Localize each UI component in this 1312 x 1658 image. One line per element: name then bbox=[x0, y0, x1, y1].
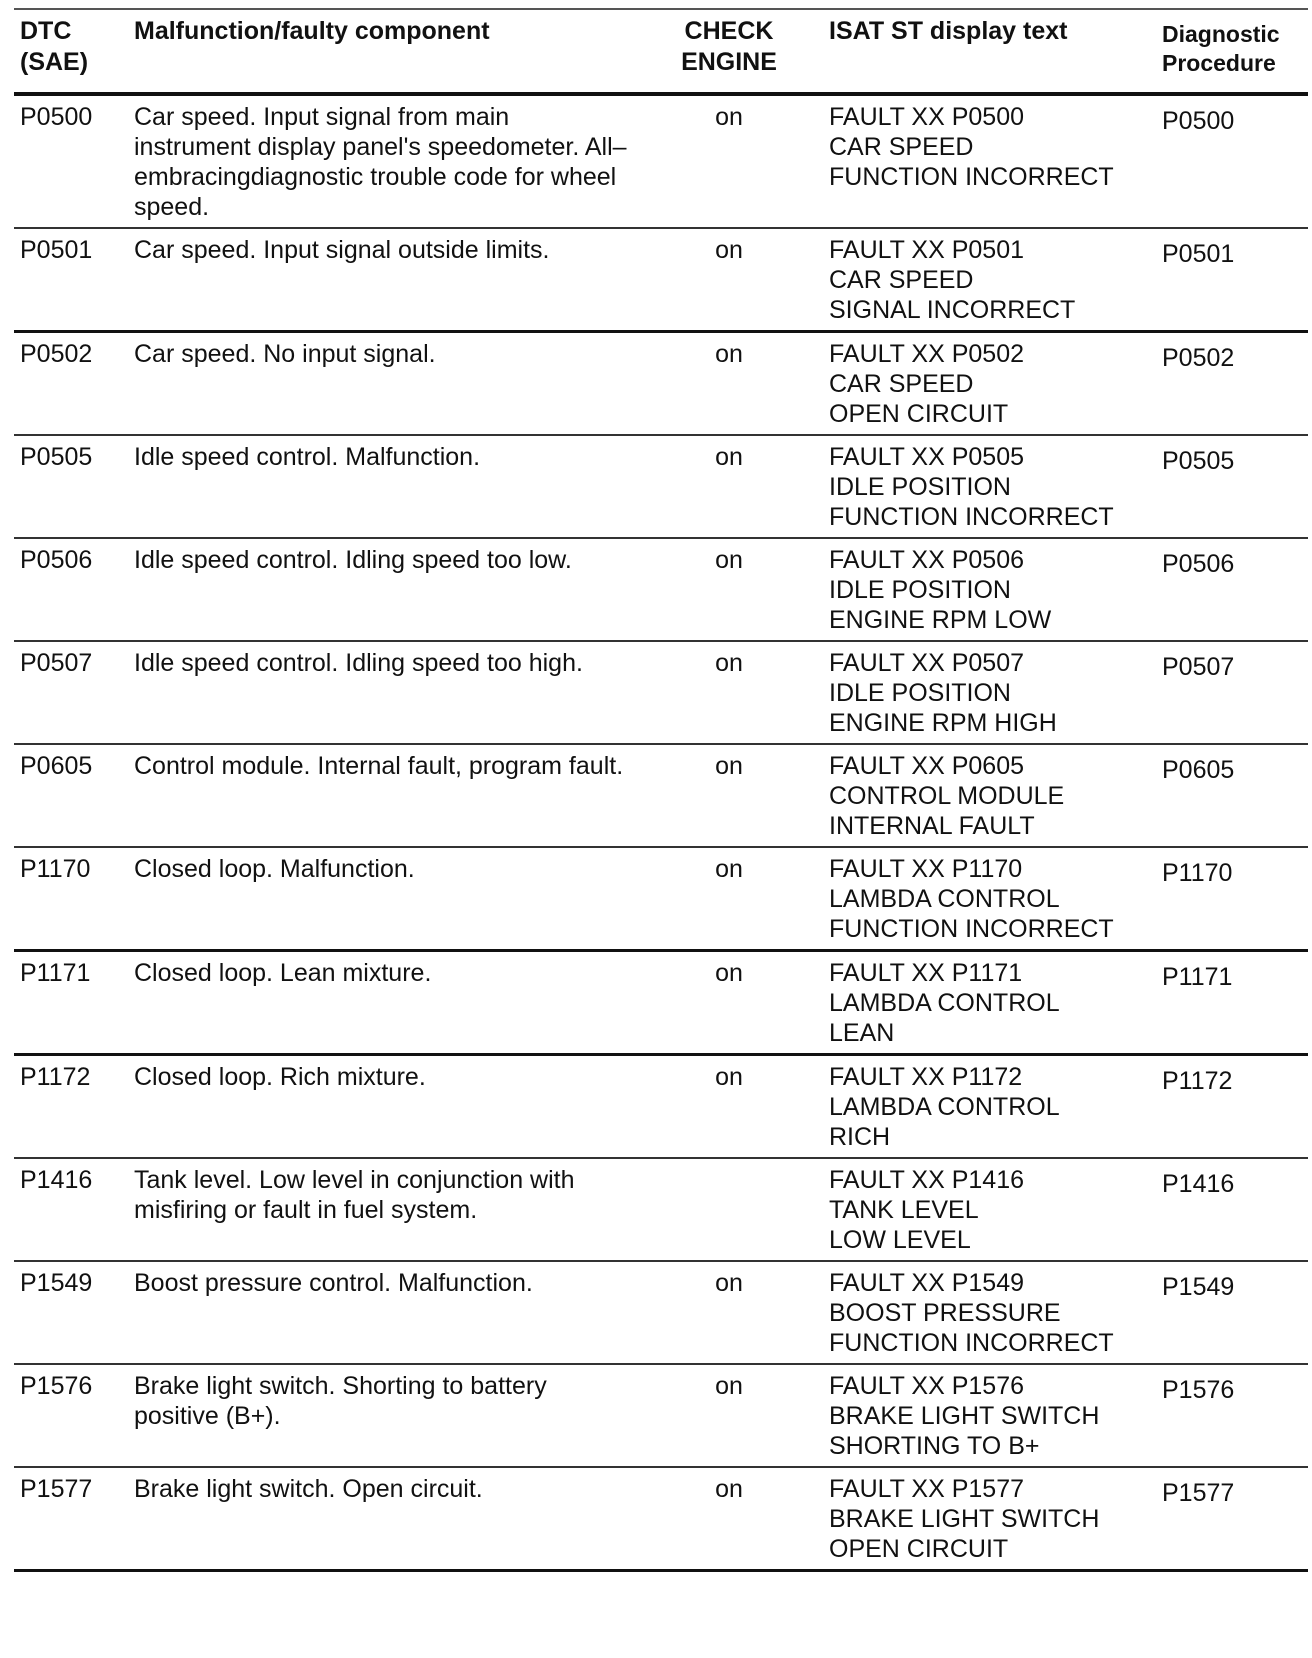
table-row bbox=[14, 1364, 1308, 1467]
description-cell: Idle speed control. Malfunction. bbox=[128, 435, 635, 538]
isat-line-2: BRAKE LIGHT SWITCH bbox=[829, 1402, 1100, 1430]
header-diagnostic-procedure bbox=[1156, 9, 1308, 94]
dtc-code-cell: P0605 bbox=[14, 744, 128, 847]
isat-line-1: FAULT XX P1171 bbox=[829, 959, 1023, 987]
dtc-code-cell: P1170 bbox=[14, 847, 128, 951]
isat-line-1: FAULT XX P1549 bbox=[829, 1269, 1025, 1297]
isat-line-1: FAULT XX P0501 bbox=[829, 236, 1025, 264]
header-check-engine-line-2: ENGINE bbox=[681, 48, 777, 76]
check-engine-cell: on bbox=[635, 228, 823, 332]
check-engine-cell bbox=[635, 1158, 823, 1261]
check-engine-cell: on bbox=[635, 1261, 823, 1364]
table-header bbox=[14, 9, 1308, 94]
dtc-code-cell: P1416 bbox=[14, 1158, 128, 1261]
isat-display-cell bbox=[823, 435, 1156, 538]
check-engine-cell: on bbox=[635, 94, 823, 228]
table-row bbox=[14, 1261, 1308, 1364]
table-row bbox=[14, 951, 1308, 1055]
procedure-cell: P0501 bbox=[1156, 228, 1308, 332]
isat-line-2: IDLE POSITION bbox=[829, 576, 1011, 604]
check-engine-cell: on bbox=[635, 538, 823, 641]
procedure-cell: P1416 bbox=[1156, 1158, 1308, 1261]
dtc-code-cell: P0505 bbox=[14, 435, 128, 538]
isat-line-2: CAR SPEED bbox=[829, 133, 974, 161]
isat-line-3: OPEN CIRCUIT bbox=[829, 400, 1009, 428]
isat-line-3: FUNCTION INCORRECT bbox=[829, 163, 1114, 191]
procedure-cell: P1171 bbox=[1156, 951, 1308, 1055]
check-engine-cell: on bbox=[635, 847, 823, 951]
procedure-cell: P0605 bbox=[1156, 744, 1308, 847]
isat-line-1: FAULT XX P0507 bbox=[829, 649, 1025, 677]
check-engine-cell: on bbox=[635, 951, 823, 1055]
isat-line-1: FAULT XX P0605 bbox=[829, 752, 1025, 780]
description-cell: Car speed. Input signal outside limits. bbox=[128, 228, 635, 332]
header-procedure-line-1: Diagnostic bbox=[1162, 21, 1280, 47]
isat-line-2: CAR SPEED bbox=[829, 266, 974, 294]
isat-display-cell bbox=[823, 332, 1156, 436]
table-row bbox=[14, 94, 1308, 228]
description-cell: Brake light switch. Open circuit. bbox=[128, 1467, 635, 1571]
description-cell: Closed loop. Rich mixture. bbox=[128, 1055, 635, 1159]
dtc-code-cell: P1549 bbox=[14, 1261, 128, 1364]
isat-line-1: FAULT XX P0502 bbox=[829, 340, 1025, 368]
check-engine-cell: on bbox=[635, 641, 823, 744]
isat-line-2: LAMBDA CONTROL bbox=[829, 885, 1060, 913]
table-row bbox=[14, 228, 1308, 332]
description-cell: Car speed. No input signal. bbox=[128, 332, 635, 436]
isat-display-cell bbox=[823, 94, 1156, 228]
isat-line-3: RICH bbox=[829, 1123, 891, 1151]
header-dtc-line-2: (SAE) bbox=[20, 48, 89, 76]
isat-line-2: LAMBDA CONTROL bbox=[829, 1093, 1060, 1121]
table-row bbox=[14, 435, 1308, 538]
table-row bbox=[14, 1055, 1308, 1159]
isat-display-cell bbox=[823, 1158, 1156, 1261]
description-cell: Idle speed control. Idling speed too high. bbox=[128, 641, 635, 744]
isat-display-cell bbox=[823, 744, 1156, 847]
header-check-engine bbox=[635, 9, 823, 94]
procedure-cell: P1576 bbox=[1156, 1364, 1308, 1467]
isat-line-3: FUNCTION INCORRECT bbox=[829, 503, 1114, 531]
isat-line-2: IDLE POSITION bbox=[829, 679, 1011, 707]
isat-line-2: CONTROL MODULE bbox=[829, 782, 1065, 810]
isat-display-cell bbox=[823, 641, 1156, 744]
check-engine-cell: on bbox=[635, 744, 823, 847]
isat-display-cell bbox=[823, 951, 1156, 1055]
isat-line-3: ENGINE RPM HIGH bbox=[829, 709, 1057, 737]
header-description: Malfunction/faulty component bbox=[128, 9, 635, 94]
isat-display-cell bbox=[823, 538, 1156, 641]
dtc-code-cell: P0501 bbox=[14, 228, 128, 332]
header-dtc-line-1: DTC bbox=[20, 17, 72, 45]
isat-line-1: FAULT XX P1576 bbox=[829, 1372, 1025, 1400]
isat-line-1: FAULT XX P0506 bbox=[829, 546, 1025, 574]
isat-display-cell bbox=[823, 1467, 1156, 1571]
isat-line-1: FAULT XX P1577 bbox=[829, 1475, 1025, 1503]
header-procedure-line-2: Procedure bbox=[1162, 50, 1276, 76]
procedure-cell: P0506 bbox=[1156, 538, 1308, 641]
table-row bbox=[14, 1158, 1308, 1261]
description-cell: Car speed. Input signal from main instrument display panel's speedometer. All–embracingdiagnostic trouble code for wheel speed. bbox=[128, 94, 635, 228]
isat-line-2: CAR SPEED bbox=[829, 370, 974, 398]
isat-line-3: FUNCTION INCORRECT bbox=[829, 915, 1114, 943]
header-check-engine-line-1: CHECK bbox=[684, 17, 774, 45]
procedure-cell: P1170 bbox=[1156, 847, 1308, 951]
isat-line-1: FAULT XX P1170 bbox=[829, 855, 1023, 883]
isat-line-3: FUNCTION INCORRECT bbox=[829, 1329, 1114, 1357]
check-engine-cell: on bbox=[635, 435, 823, 538]
isat-line-1: FAULT XX P1172 bbox=[829, 1063, 1023, 1091]
procedure-cell: P0500 bbox=[1156, 94, 1308, 228]
isat-line-3: OPEN CIRCUIT bbox=[829, 1535, 1009, 1563]
description-cell: Brake light switch. Shorting to battery positive (B+). bbox=[128, 1364, 635, 1467]
isat-line-1: FAULT XX P0500 bbox=[829, 103, 1025, 131]
isat-display-cell bbox=[823, 847, 1156, 951]
dtc-code-cell: P0506 bbox=[14, 538, 128, 641]
description-cell: Control module. Internal fault, program fault. bbox=[128, 744, 635, 847]
isat-line-3: SIGNAL INCORRECT bbox=[829, 296, 1076, 324]
table-row bbox=[14, 332, 1308, 436]
isat-line-3: SHORTING TO B+ bbox=[829, 1432, 1040, 1460]
procedure-cell: P1172 bbox=[1156, 1055, 1308, 1159]
procedure-cell: P0507 bbox=[1156, 641, 1308, 744]
isat-line-2: BRAKE LIGHT SWITCH bbox=[829, 1505, 1100, 1533]
isat-line-2: BOOST PRESSURE bbox=[829, 1299, 1061, 1327]
isat-line-3: LEAN bbox=[829, 1019, 895, 1047]
table-body bbox=[14, 94, 1308, 1571]
isat-display-cell bbox=[823, 1364, 1156, 1467]
description-cell: Boost pressure control. Malfunction. bbox=[128, 1261, 635, 1364]
table-row bbox=[14, 538, 1308, 641]
isat-line-3: INTERNAL FAULT bbox=[829, 812, 1035, 840]
header-dtc bbox=[14, 9, 128, 94]
procedure-cell: P1577 bbox=[1156, 1467, 1308, 1571]
dtc-code-cell: P1577 bbox=[14, 1467, 128, 1571]
header-row bbox=[14, 9, 1308, 94]
dtc-code-cell: P0507 bbox=[14, 641, 128, 744]
isat-display-cell bbox=[823, 1261, 1156, 1364]
dtc-table bbox=[14, 8, 1308, 1572]
procedure-cell: P1549 bbox=[1156, 1261, 1308, 1364]
description-cell: Closed loop. Malfunction. bbox=[128, 847, 635, 951]
isat-line-1: FAULT XX P1416 bbox=[829, 1166, 1025, 1194]
dtc-code-cell: P1576 bbox=[14, 1364, 128, 1467]
table-row bbox=[14, 641, 1308, 744]
procedure-cell: P0505 bbox=[1156, 435, 1308, 538]
isat-line-3: ENGINE RPM LOW bbox=[829, 606, 1052, 634]
check-engine-cell: on bbox=[635, 332, 823, 436]
check-engine-cell: on bbox=[635, 1467, 823, 1571]
check-engine-cell: on bbox=[635, 1055, 823, 1159]
dtc-document-page bbox=[14, 8, 1308, 1572]
isat-line-2: TANK LEVEL bbox=[829, 1196, 979, 1224]
description-cell: Closed loop. Lean mixture. bbox=[128, 951, 635, 1055]
procedure-cell: P0502 bbox=[1156, 332, 1308, 436]
isat-line-2: IDLE POSITION bbox=[829, 473, 1011, 501]
table-row bbox=[14, 1467, 1308, 1571]
description-cell: Tank level. Low level in conjunction with misfiring or fault in fuel system. bbox=[128, 1158, 635, 1261]
dtc-code-cell: P0502 bbox=[14, 332, 128, 436]
table-row bbox=[14, 847, 1308, 951]
table-row bbox=[14, 744, 1308, 847]
check-engine-cell: on bbox=[635, 1364, 823, 1467]
isat-line-3: LOW LEVEL bbox=[829, 1226, 971, 1254]
description-cell: Idle speed control. Idling speed too low. bbox=[128, 538, 635, 641]
dtc-code-cell: P1171 bbox=[14, 951, 128, 1055]
header-isat-display-text: ISAT ST display text bbox=[823, 9, 1156, 94]
isat-display-cell bbox=[823, 228, 1156, 332]
isat-line-2: LAMBDA CONTROL bbox=[829, 989, 1060, 1017]
dtc-code-cell: P0500 bbox=[14, 94, 128, 228]
isat-line-1: FAULT XX P0505 bbox=[829, 443, 1025, 471]
dtc-code-cell: P1172 bbox=[14, 1055, 128, 1159]
isat-display-cell bbox=[823, 1055, 1156, 1159]
